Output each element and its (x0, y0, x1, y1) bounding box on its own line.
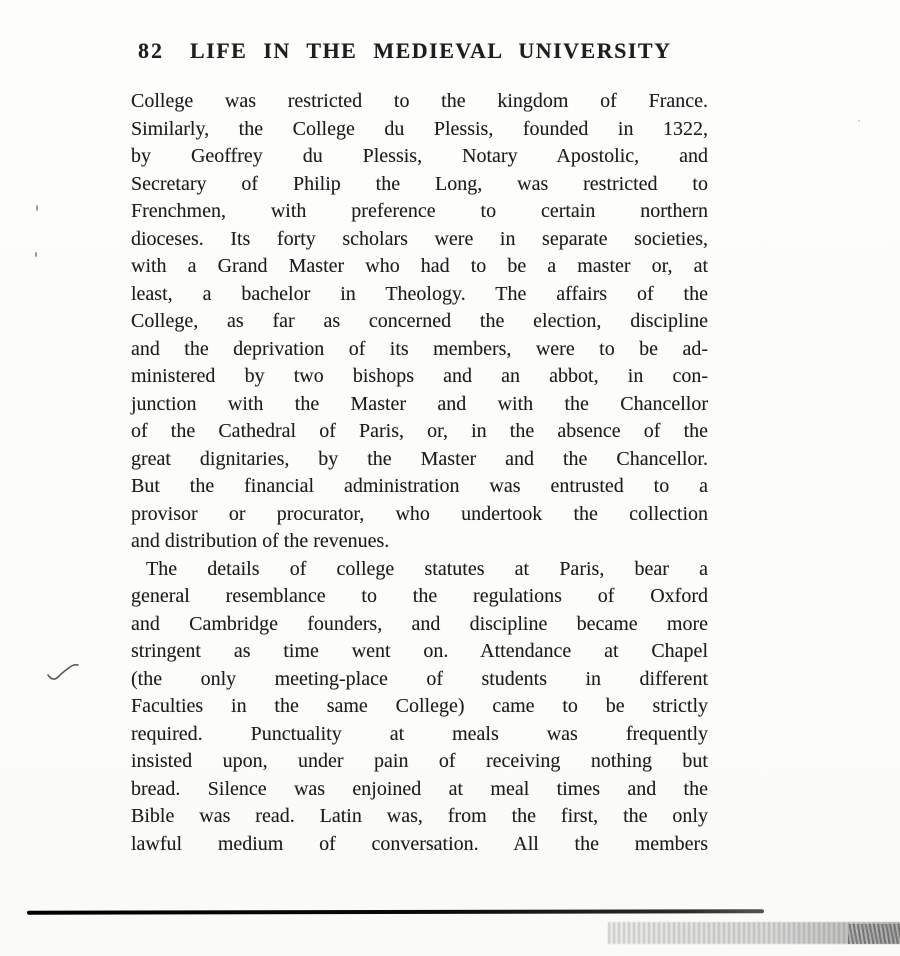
text-line: required. Punctuality at meals was frequently (131, 722, 708, 745)
text-line: Secretary of Philip the Long, was restricted to (131, 172, 708, 195)
text-line: stringent as time went on. Attendance at Chapel (131, 640, 708, 662)
text-line: Frenchmen, with preference to certain northern (131, 200, 708, 222)
paragraph (131, 556, 708, 859)
text-line: ministered by two bishops and an abbot, in con- (131, 365, 708, 387)
text-line: of the Cathedral of Paris, or, in the absence of the (131, 420, 708, 442)
text-line: and Cambridge founders, and discipline became more (131, 612, 708, 635)
text-line: The details of college statutes at Paris, bear a (146, 557, 708, 580)
margin-checkmark-icon (46, 662, 80, 686)
text-line: great dignitaries, by the Master and the Chancellor. (131, 447, 708, 470)
text-line: dioceses. Its forty scholars were in separate societies, (131, 227, 708, 250)
page-number: 82 (138, 38, 164, 63)
scan-speck (35, 252, 37, 257)
scan-noise-clump (848, 924, 900, 944)
text-line: College was restricted to the kingdom of France. (131, 90, 708, 112)
text-line: Bible was read. Latin was, from the first, the only (131, 805, 708, 827)
text-line: lawful medium of conversation. All the members (131, 832, 708, 855)
text-line: College, as far as concerned the election, discipline (131, 310, 708, 332)
text-line: by Geoffrey du Plessis, Notary Apostolic, and (131, 145, 708, 167)
scan-artifact-line (27, 909, 764, 915)
paragraph (131, 88, 708, 556)
text-line: junction with the Master and with the Chancellor (131, 392, 708, 415)
page-title: LIFE IN THE MEDIEVAL UNIVERSITY (190, 38, 672, 63)
text-line: least, a bachelor in Theology. The affairs of the (131, 282, 708, 305)
text-line: with a Grand Master who had to be a master or, at (131, 255, 708, 277)
text-line: (the only meeting-place of students in different (131, 667, 708, 690)
text-line: general resemblance to the regulations of Oxford (131, 585, 708, 607)
running-head (138, 38, 713, 64)
page-body-text (131, 88, 708, 858)
text-line: insisted upon, under pain of receiving nothing but (131, 750, 708, 772)
text-line: and distribution of the revenues. (131, 530, 390, 552)
text-line: Similarly, the College du Plessis, founded in 1322, (131, 117, 708, 140)
scan-speck (858, 120, 860, 122)
text-line: provisor or procurator, who undertook the collection (131, 502, 708, 525)
text-line: bread. Silence was enjoined at meal times and the (131, 777, 708, 800)
text-line: But the financial administration was entrusted to a (131, 475, 708, 497)
text-line: and the deprivation of its members, were to be ad- (131, 337, 708, 360)
text-line: Faculties in the same College) came to be strictly (131, 695, 708, 717)
scan-speck (36, 205, 38, 211)
